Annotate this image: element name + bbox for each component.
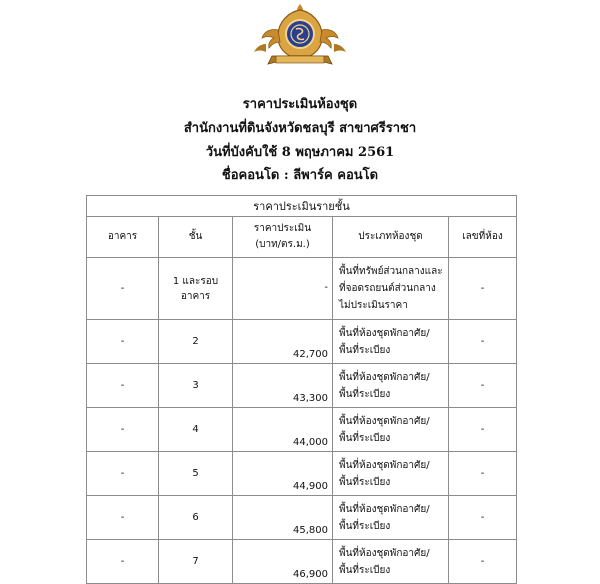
- cell-price: 43,300: [233, 364, 333, 408]
- cell-price: 44,900: [233, 452, 333, 496]
- table-row: [87, 364, 517, 408]
- cell-type: พื้นที่ห้องชุดพักอาศัย/พื้นที่ระเบียง: [333, 496, 449, 540]
- cell-building: -: [87, 496, 159, 540]
- cell-price: 45,800: [233, 496, 333, 540]
- cell-floor: 4: [159, 408, 233, 452]
- cell-room-no: -: [449, 258, 517, 320]
- assessment-table: [86, 195, 517, 584]
- cell-room-no: -: [449, 320, 517, 364]
- table-header-row: [87, 217, 517, 258]
- cell-type: พื้นที่ห้องชุดพักอาศัย/พื้นที่ระเบียง: [333, 408, 449, 452]
- cell-type: พื้นที่ห้องชุดพักอาศัย/พื้นที่ระเบียง: [333, 320, 449, 364]
- cell-floor: 2: [159, 320, 233, 364]
- cell-type: พื้นที่ทรัพย์ส่วนกลางและที่จอดรถยนต์ส่วนกลางไม่ประเมินราคา: [333, 258, 449, 320]
- col-header-building: อาคาร: [87, 217, 159, 258]
- table-row: [87, 320, 517, 364]
- cell-floor: 1 และรอบอาคาร: [159, 258, 233, 320]
- cell-price: 42,700: [233, 320, 333, 364]
- cell-room-no: -: [449, 408, 517, 452]
- cell-floor: 7: [159, 540, 233, 584]
- cell-type: พื้นที่ห้องชุดพักอาศัย/พื้นที่ระเบียง: [333, 452, 449, 496]
- table-caption-row: [87, 196, 517, 217]
- effective-date: วันที่บังคับใช้ 8 พฤษภาคม 2561: [205, 145, 395, 160]
- cell-type: พื้นที่ห้องชุดพักอาศัย/พื้นที่ระเบียง: [333, 540, 449, 584]
- table-caption: ราคาประเมินรายชั้น: [87, 196, 517, 217]
- cell-building: -: [87, 408, 159, 452]
- cell-room-no: -: [449, 496, 517, 540]
- cell-price: -: [233, 258, 333, 320]
- cell-floor: 6: [159, 496, 233, 540]
- cell-type: พื้นที่ห้องชุดพักอาศัย/พื้นที่ระเบียง: [333, 364, 449, 408]
- col-header-price-label: ราคาประเมิน: [253, 223, 312, 234]
- emblem-icon: [252, 0, 348, 74]
- treasury-department-logo: [252, 0, 348, 74]
- cell-price: 46,900: [233, 540, 333, 584]
- col-header-type: ประเภทห้องชุด: [333, 217, 449, 258]
- cell-room-no: -: [449, 364, 517, 408]
- document-title: ราคาประเมินห้องชุด: [242, 97, 358, 112]
- col-header-price: [233, 217, 333, 258]
- office-name: สำนักงานที่ดินจังหวัดชลบุรี สาขาศรีราชา: [183, 121, 417, 136]
- col-header-room-no: เลขที่ห้อง: [449, 217, 517, 258]
- cell-price: 44,000: [233, 408, 333, 452]
- table-row: [87, 408, 517, 452]
- col-header-floor: ชั้น: [159, 217, 233, 258]
- table-row: [87, 540, 517, 584]
- table-row: [87, 496, 517, 540]
- col-header-price-unit: (บาท/ตร.ม.): [255, 239, 310, 250]
- cell-building: -: [87, 320, 159, 364]
- table-row: [87, 258, 517, 320]
- cell-room-no: -: [449, 540, 517, 584]
- table-row: [87, 452, 517, 496]
- cell-building: -: [87, 258, 159, 320]
- cell-building: -: [87, 452, 159, 496]
- condo-name: ชื่อคอนโด : ลีพาร์ค คอนโด: [221, 168, 379, 183]
- cell-floor: 5: [159, 452, 233, 496]
- cell-floor: 3: [159, 364, 233, 408]
- cell-building: -: [87, 540, 159, 584]
- cell-building: -: [87, 364, 159, 408]
- cell-room-no: -: [449, 452, 517, 496]
